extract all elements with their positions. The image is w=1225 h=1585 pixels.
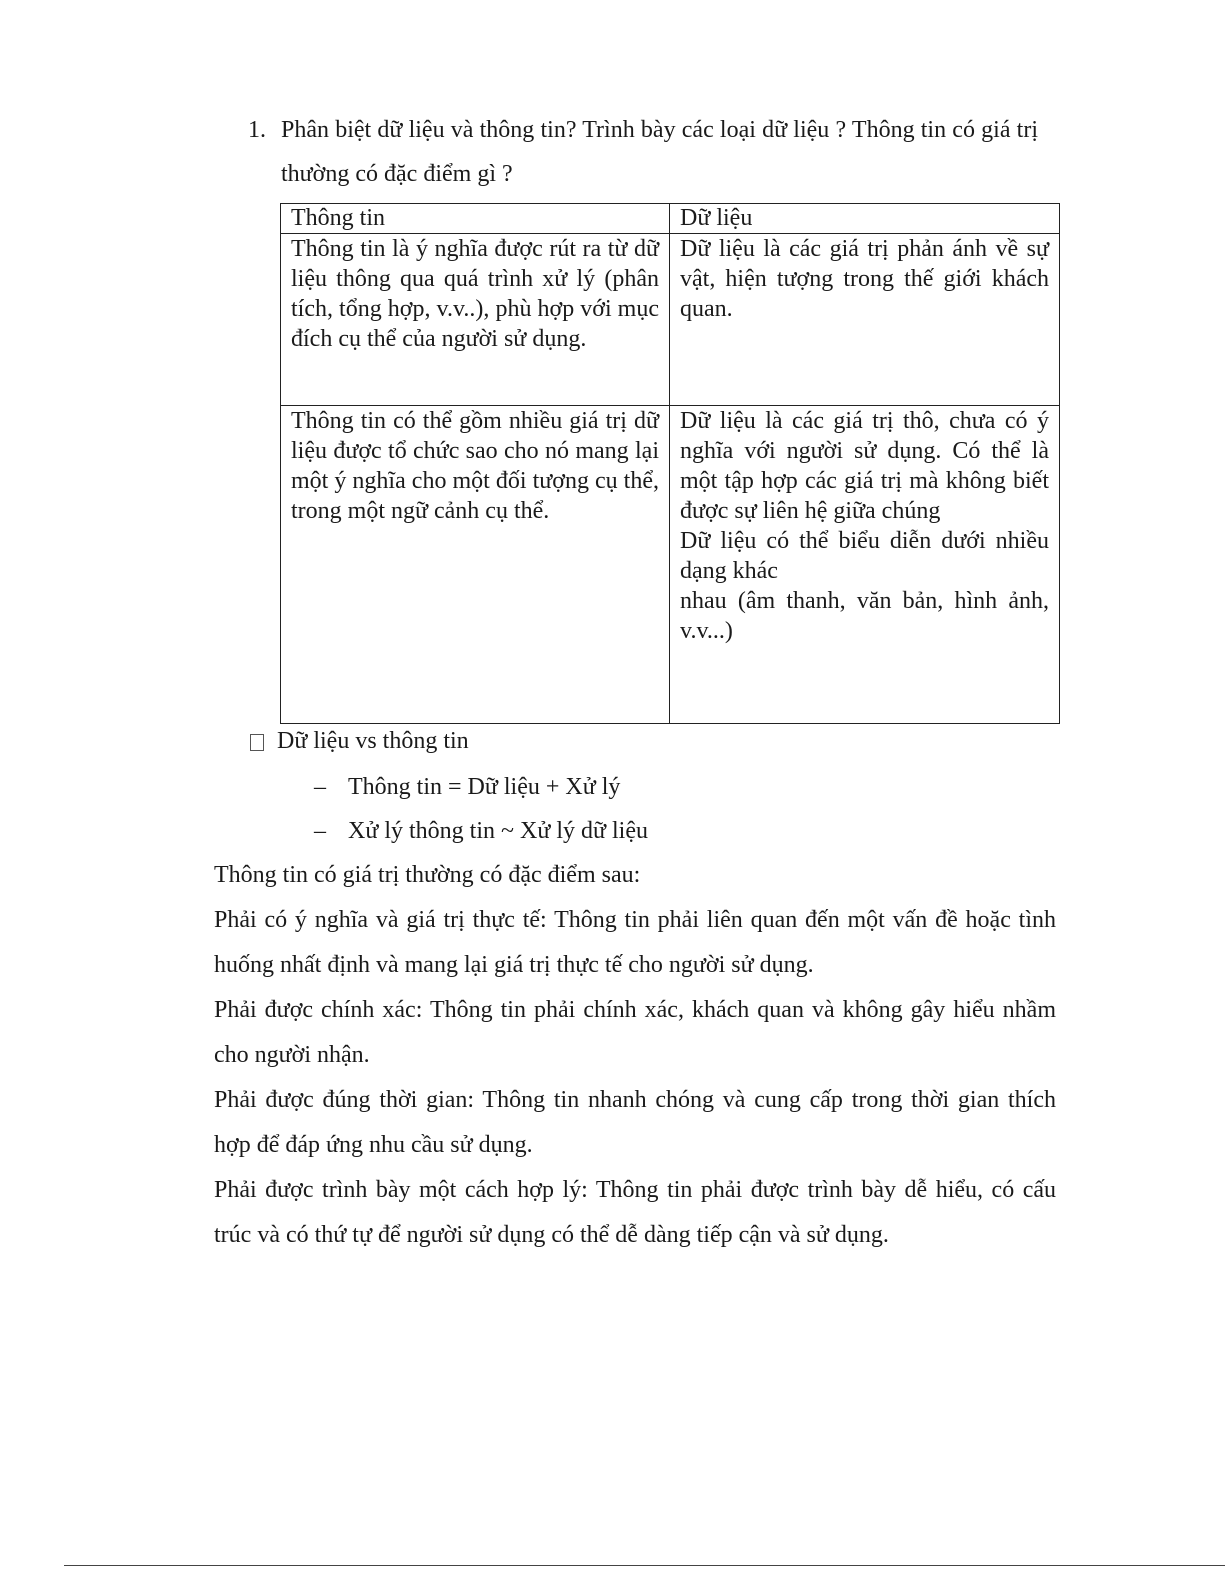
table-cell-data-1 — [670, 234, 1060, 406]
page-bottom-rule — [64, 1565, 1225, 1566]
comparison-table — [280, 203, 1060, 724]
table-cell-data-2 — [670, 406, 1060, 724]
bullet-item — [250, 726, 469, 756]
dash-list-item — [314, 772, 620, 802]
header-du-lieu: Dữ liệu — [670, 204, 1060, 234]
dash-item-text: Xử lý thông tin ~ Xử lý dữ liệu — [348, 818, 648, 844]
square-box-icon — [250, 734, 264, 751]
characteristics-section — [214, 853, 1056, 1258]
question-heading — [248, 108, 1038, 196]
question-number: 1. — [248, 117, 266, 143]
header-thong-tin: Thông tin — [281, 204, 670, 234]
cell-text: Thông tin có thể gồm nhiều giá trị dữ liệu được tổ chức sao cho nó mang lại một ý nghĩa cho một đối tượng cụ thể, trong một ngữ cảnh cụ thể. — [291, 408, 659, 524]
bullet-text: Dữ liệu vs thông tin — [277, 728, 469, 754]
characteristics-intro: Thông tin có giá trị thường có đặc điểm sau: — [214, 862, 641, 888]
characteristic-point: Phải được trình bày một cách hợp lý: Thông tin phải được trình bày dễ hiểu, có cấu trúc và có thứ tự để người sử dụng có thể dễ dàng tiếp cận và sử dụng. — [214, 1177, 1056, 1248]
cell-text: Thông tin là ý nghĩa được rút ra từ dữ liệu thông qua quá trình xử lý (phân tích, tổng hợp, v.v..), phù hợp với mục đích cụ thể của người sử dụng. — [291, 236, 659, 352]
characteristic-point: Phải được đúng thời gian: Thông tin nhanh chóng và cung cấp trong thời gian thích hợp để đáp ứng nhu cầu sử dụng. — [214, 1087, 1056, 1158]
question-text: Phân biệt dữ liệu và thông tin? Trình bày các loại dữ liệu ? Thông tin có giá trị thường có đặc điểm gì ? — [281, 117, 1038, 187]
cell-text: Dữ liệu có thể biểu diễn dưới nhiều dạng khác — [680, 528, 1049, 584]
cell-text: Dữ liệu là các giá trị phản ánh về sự vật, hiện tượng trong thế giới khách quan. — [680, 236, 1049, 322]
dash-list-item — [314, 816, 648, 846]
dash-marker: – — [314, 774, 326, 800]
table-row — [281, 234, 1060, 406]
cell-text: nhau (âm thanh, văn bản, hình ảnh, v.v...) — [680, 588, 1049, 644]
dash-marker: – — [314, 818, 326, 844]
characteristic-point: Phải được chính xác: Thông tin phải chính xác, khách quan và không gây hiểu nhầm cho người nhận. — [214, 997, 1056, 1068]
table-row — [281, 406, 1060, 724]
table-cell-info-2 — [281, 406, 670, 724]
table-cell-info-1 — [281, 234, 670, 406]
table-header-row — [281, 204, 1060, 234]
cell-text: Dữ liệu là các giá trị thô, chưa có ý nghĩa với người sử dụng. Có thể là một tập hợp các giá trị mà không biết được sự liên hệ giữa chúng — [680, 408, 1049, 524]
characteristic-point: Phải có ý nghĩa và giá trị thực tế: Thông tin phải liên quan đến một vấn đề hoặc tình huống nhất định và mang lại giá trị thực tế cho người sử dụng. — [214, 907, 1056, 978]
dash-item-text: Thông tin = Dữ liệu + Xử lý — [348, 774, 621, 800]
